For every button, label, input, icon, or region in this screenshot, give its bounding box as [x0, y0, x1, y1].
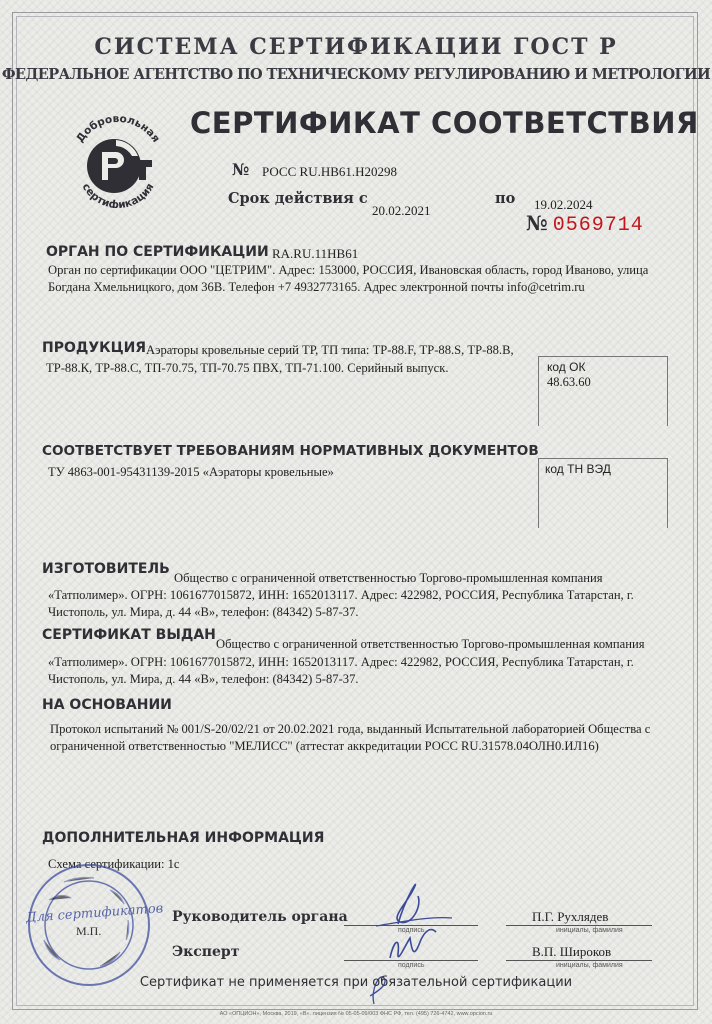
tnved-code-box: [538, 458, 668, 528]
expert-sign-caption: подпись: [398, 962, 425, 969]
stamp-text: Для сертификатов: [25, 901, 164, 926]
product-line-1: Аэраторы кровельные серий ТР, ТП типа: ТР-88.F, ТР-88.S, ТР-88.В,: [146, 343, 514, 357]
mp-label: М.П.: [76, 924, 102, 938]
issued-line-2: «Татполимер». ОГРН: 1061677015872, ИНН: 1652013117. Адрес: 422982, РОССИЯ, Республика Татарстан, г.: [48, 655, 634, 669]
expert-label: Эксперт: [172, 944, 240, 960]
ok-code-label: код ОК: [547, 360, 586, 374]
gost-logo: [62, 108, 174, 208]
rst-logo-icon: [62, 108, 174, 208]
to-label: по: [495, 190, 516, 207]
organ-text: Орган по сертификации ООО "ЦЕТРИМ". Адрес: 153000, РОССИЯ, Ивановская область, город Иваново, улица Богдана Хмельницкого, дом 36В. Телефон +7 4932773165. Адрес электронной почты info@cetrim.ru: [48, 263, 649, 294]
head-name-line: [506, 925, 652, 926]
expert-name-line: [506, 960, 652, 961]
manufacturer-heading: ИЗГОТОВИТЕЛЬ: [42, 561, 170, 577]
product-line-2: ТР-88.К, ТР-88.С, ТП-70.75, ТП-70.75 ПВХ, ТП-71.100. Серийный выпуск.: [46, 361, 449, 375]
expert-name-caption: инициалы, фамилия: [556, 962, 623, 969]
number-label: №: [232, 160, 250, 179]
head-name-caption: инициалы, фамилия: [556, 927, 623, 934]
basis-line-2: ограниченной ответственностью "МЕЛИСС" (аттестат аккредитации РОСС RU.31578.04ОЛН0.ИЛ16): [50, 739, 599, 753]
product-heading: ПРОДУКЦИЯ: [42, 340, 147, 356]
manufacturer-line-2: «Татполимер». ОГРН: 1061677015872, ИНН: 1652013117. Адрес: 422982, РОССИЯ, Республика Татарстан, г.: [48, 588, 634, 602]
ok-code-box: [538, 356, 668, 426]
printer-info: АО «ОПЦИОН», Москва, 2019, «В». лицензия № 05-05-09/003 ФНС РФ, тел. (495) 726-4742, www.opcion.ru: [219, 1011, 493, 1017]
issued-line-1: Общество с ограниченной ответственностью Торгово-промышленная компания: [216, 637, 645, 651]
footer-note: Сертификат не применяется при обязательной сертификации: [139, 975, 573, 990]
manufacturer-line-1: Общество с ограниченной ответственностью Торгово-промышленная компания: [174, 571, 603, 585]
seal-stamp: [24, 860, 164, 990]
head-name: П.Г. Рухлядев: [532, 909, 609, 924]
tnved-code-label: код ТН ВЭД: [545, 462, 611, 476]
organ-heading: ОРГАН ПО СЕРТИФИКАЦИИ: [46, 244, 269, 260]
basis-line-1: Протокол испытаний № 001/S-20/02/21 от 20.02.2021 года, выданный Испытательной лабораторией Общества с: [50, 722, 651, 736]
validity-label: Срок действия с: [228, 190, 368, 207]
conformity-text: ТУ 4863-001-95431139-2015 «Аэраторы кровельные»: [48, 465, 334, 479]
system-heading: СИСТЕМА СЕРТИФИКАЦИИ ГОСТ Р: [94, 34, 618, 60]
issued-line-3: Чистополь, ул. Мира, д. 44 «В», телефон: (84342) 5-87-37.: [48, 672, 359, 686]
blank-number-label: №: [526, 211, 548, 235]
scheme-text: Схема сертификации: 1с: [48, 857, 180, 871]
blank-number-row: [526, 211, 644, 237]
head-sign-caption: подпись: [398, 927, 425, 934]
additional-heading: ДОПОЛНИТЕЛЬНАЯ ИНФОРМАЦИЯ: [42, 830, 325, 846]
agency-heading: ФЕДЕРАЛЬНОЕ АГЕНТСТВО ПО ТЕХНИЧЕСКОМУ РЕГУЛИРОВАНИЮ И МЕТРОЛОГИИ: [1, 66, 711, 83]
manufacturer-line-3: Чистополь, ул. Мира, д. 44 «В», телефон: (84342) 5-87-37.: [48, 605, 359, 619]
basis-heading: НА ОСНОВАНИИ: [42, 697, 172, 713]
logo-bottom-text: сертификация: [79, 181, 157, 208]
ok-code-value: 48.63.60: [547, 375, 591, 389]
valid-to: 19.02.2024: [534, 197, 593, 212]
logo-top-text: Добровольная: [74, 112, 162, 145]
expert-name: В.П. Широков: [532, 944, 612, 959]
valid-from: 20.02.2021: [372, 203, 431, 218]
conformity-heading: СООТВЕТСТВУЕТ ТРЕБОВАНИЯМ НОРМАТИВНЫХ ДОКУМЕНТОВ: [42, 443, 539, 459]
handwritten-signatures: [360, 866, 470, 1016]
issued-heading: СЕРТИФИКАТ ВЫДАН: [42, 627, 216, 643]
organ-code: RA.RU.11HB61: [272, 246, 359, 261]
blank-number: 0569714: [552, 214, 644, 237]
head-label: Руководитель органа: [172, 909, 348, 925]
certificate-number: РОСС RU.HB61.H20298: [262, 164, 398, 179]
certificate-title: СЕРТИФИКАТ СООТВЕТСТВИЯ: [190, 106, 699, 140]
